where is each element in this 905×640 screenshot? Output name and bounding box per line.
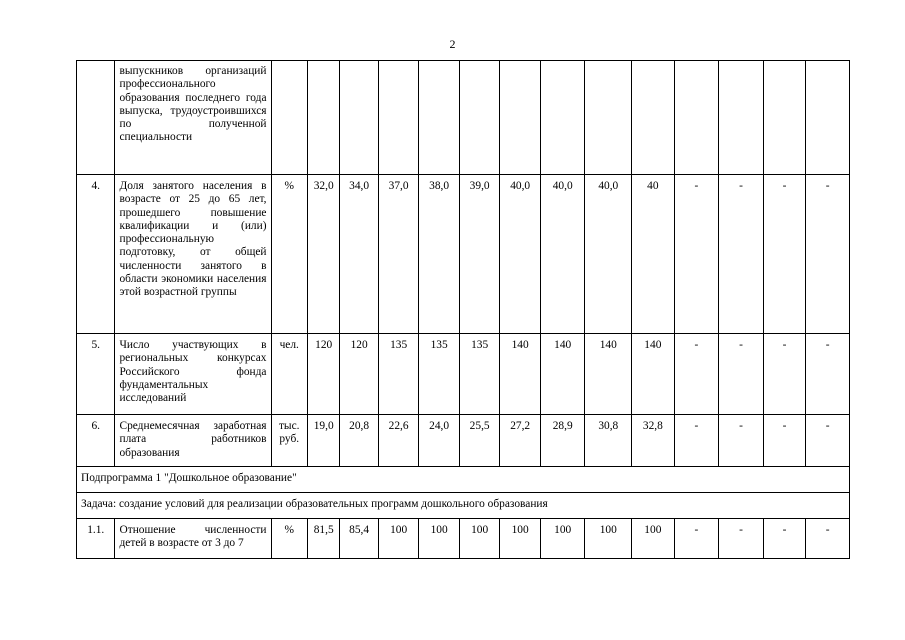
value-cell: - [806, 334, 850, 415]
value-cell: 85,4 [340, 519, 378, 559]
value-cell: 37,0 [378, 175, 419, 334]
value-cell: - [674, 175, 719, 334]
unit-cell: тыс. руб. [271, 415, 307, 467]
value-cell: 40,0 [500, 175, 541, 334]
value-cell: 140 [585, 334, 632, 415]
value-cell: 100 [459, 519, 500, 559]
value-cell: 135 [459, 334, 500, 415]
unit-cell: % [271, 175, 307, 334]
value-cell: 25,5 [459, 415, 500, 467]
value-cell: 135 [378, 334, 419, 415]
table-row [77, 493, 850, 519]
indicator-name-cell: Среднемесячная заработная плата работников образования [115, 415, 271, 467]
value-cell [378, 61, 419, 175]
indicators-table [76, 60, 850, 559]
value-cell: - [806, 175, 850, 334]
value-cell: 100 [500, 519, 541, 559]
value-cell: 40 [632, 175, 675, 334]
table-row [77, 175, 850, 334]
value-cell: - [763, 519, 806, 559]
value-cell: 120 [307, 334, 339, 415]
table-row [77, 519, 850, 559]
value-cell [500, 61, 541, 175]
value-cell [763, 61, 806, 175]
value-cell: 20,8 [340, 415, 378, 467]
value-cell: - [763, 175, 806, 334]
value-cell: - [763, 334, 806, 415]
value-cell: - [674, 334, 719, 415]
value-cell: - [719, 519, 764, 559]
value-cell: 120 [340, 334, 378, 415]
value-cell: 19,0 [307, 415, 339, 467]
value-cell [340, 61, 378, 175]
row-number-cell: 5. [77, 334, 115, 415]
value-cell: 140 [540, 334, 585, 415]
value-cell: 28,9 [540, 415, 585, 467]
value-cell: 40,0 [540, 175, 585, 334]
value-cell [540, 61, 585, 175]
value-cell [719, 61, 764, 175]
value-cell: 100 [378, 519, 419, 559]
value-cell: 140 [500, 334, 541, 415]
value-cell: 100 [419, 519, 460, 559]
value-cell: - [806, 415, 850, 467]
table-row [77, 61, 850, 175]
value-cell: - [719, 175, 764, 334]
table-row [77, 467, 850, 493]
task-heading: Задача: создание условий для реализации образовательных программ дошкольного образования [77, 493, 850, 519]
row-number-cell: 4. [77, 175, 115, 334]
value-cell: 81,5 [307, 519, 339, 559]
value-cell: - [719, 334, 764, 415]
indicator-name-cell: выпускников организаций профессионального образования последнего года выпуска, трудоустроившихся по полученной специальности [115, 61, 271, 175]
unit-cell: % [271, 519, 307, 559]
value-cell: 32,8 [632, 415, 675, 467]
value-cell: 140 [632, 334, 675, 415]
value-cell: 34,0 [340, 175, 378, 334]
row-number-cell: 1.1. [77, 519, 115, 559]
unit-cell [271, 61, 307, 175]
value-cell: 24,0 [419, 415, 460, 467]
value-cell: 38,0 [419, 175, 460, 334]
row-number-cell: 6. [77, 415, 115, 467]
table-row [77, 334, 850, 415]
value-cell: - [674, 519, 719, 559]
value-cell: 40,0 [585, 175, 632, 334]
value-cell: 32,0 [307, 175, 339, 334]
value-cell [459, 61, 500, 175]
indicator-name-cell: Отношение численности детей в возрасте от 3 до 7 [115, 519, 271, 559]
value-cell: 100 [585, 519, 632, 559]
indicator-name-cell: Доля занятого населения в возрасте от 25 до 65 лет, прошедшего повышение квалификации и (или) профессиональную подготовку, от общей численности занятого в области экономики населения этой возрастной группы [115, 175, 271, 334]
page-number: 2 [449, 37, 456, 51]
value-cell: 22,6 [378, 415, 419, 467]
table-row [77, 415, 850, 467]
value-cell [674, 61, 719, 175]
row-number-cell [77, 61, 115, 175]
value-cell: - [719, 415, 764, 467]
value-cell: - [806, 519, 850, 559]
value-cell: 30,8 [585, 415, 632, 467]
value-cell: 100 [540, 519, 585, 559]
value-cell [585, 61, 632, 175]
value-cell [419, 61, 460, 175]
indicator-name-cell: Число участвующих в региональных конкурсах Российского фонда фундаментальных исследований [115, 334, 271, 415]
value-cell: 27,2 [500, 415, 541, 467]
value-cell [806, 61, 850, 175]
value-cell [632, 61, 675, 175]
value-cell: - [674, 415, 719, 467]
value-cell [307, 61, 339, 175]
value-cell: 39,0 [459, 175, 500, 334]
value-cell: - [763, 415, 806, 467]
value-cell: 100 [632, 519, 675, 559]
unit-cell: чел. [271, 334, 307, 415]
value-cell: 135 [419, 334, 460, 415]
subprogram-heading: Подпрограмма 1 "Дошкольное образование" [77, 467, 850, 493]
